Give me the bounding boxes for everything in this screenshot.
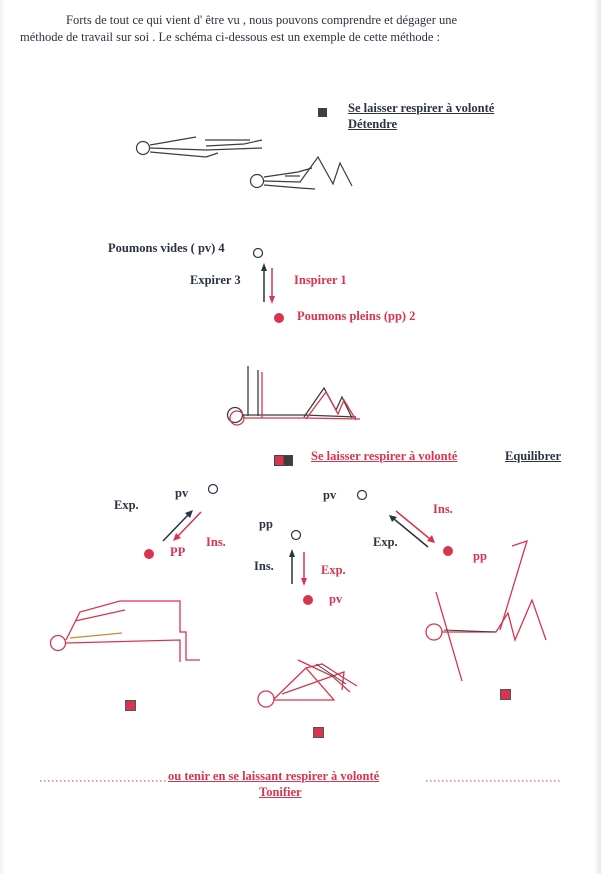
figure-legs-raised [228,366,361,425]
figure-lying-flat [137,137,263,157]
intro-line-2: méthode de travail sur soi . Le schéma ci-dessous est un exemple de cette méthode : [20,30,441,44]
cycle-right-pp-dot [443,546,453,556]
cycle-center-pv-bottom: pv [329,592,343,606]
cycle-center-exp: Exp. [321,563,346,577]
pp-label: Poumons pleins (pp) 2 [297,309,416,323]
cycle-center-pp: pp [259,517,273,531]
section-mid-title: Se laisser respirer à volonté [311,449,458,463]
cycle-left-diagram [144,485,218,560]
cycle-center-pv-top: pv [323,488,337,502]
cycle-left-pv-circle [209,485,218,494]
cycle-right-pp: pp [473,549,487,563]
intro-line-1: Forts de tout ce qui vient d' être vu , nous pouvons comprendre et dégager une [66,13,458,27]
cycle-left-pv: pv [175,486,189,500]
cycle-left-pp: PP [170,545,186,559]
footer-line: ou tenir en se laissant respirer à volonté [168,769,380,783]
section-top-title: Se laisser respirer à volonté [348,101,495,115]
section-top-verb: Détendre [348,117,398,131]
figure-forward-bend [51,601,201,662]
cycle-center-diagram [289,491,367,606]
cycle-center-pv-circle [358,491,367,500]
cycle-left-exp: Exp. [114,498,139,512]
expire-label: Expirer 3 [190,273,241,287]
pv-label: Poumons vides ( pv) 4 [108,241,225,255]
pv-open-circle [254,249,263,258]
cycle-center-pv-dot [303,595,313,605]
cycle-left-pp-dot [144,549,154,559]
pp-filled-circle [274,313,284,323]
cycle-center-pp-circle [292,531,301,540]
inspire-label: Inspirer 1 [294,273,347,287]
cycle-center-ins: Ins. [254,559,274,573]
footer-verb: Tonifier [259,785,302,799]
cycle-left-ins: Ins. [206,535,226,549]
figure-knees-bent [251,157,353,189]
section-mid-verb: Equilibrer [505,449,562,463]
cycle-right-ins: Ins. [433,502,453,516]
figure-leg-raise-twist [426,541,546,681]
cycle-right-exp: Exp. [373,535,398,549]
breathing-diagram [254,249,285,324]
figure-twisted-pose [258,660,357,707]
cycle-right-diagram [389,511,453,556]
